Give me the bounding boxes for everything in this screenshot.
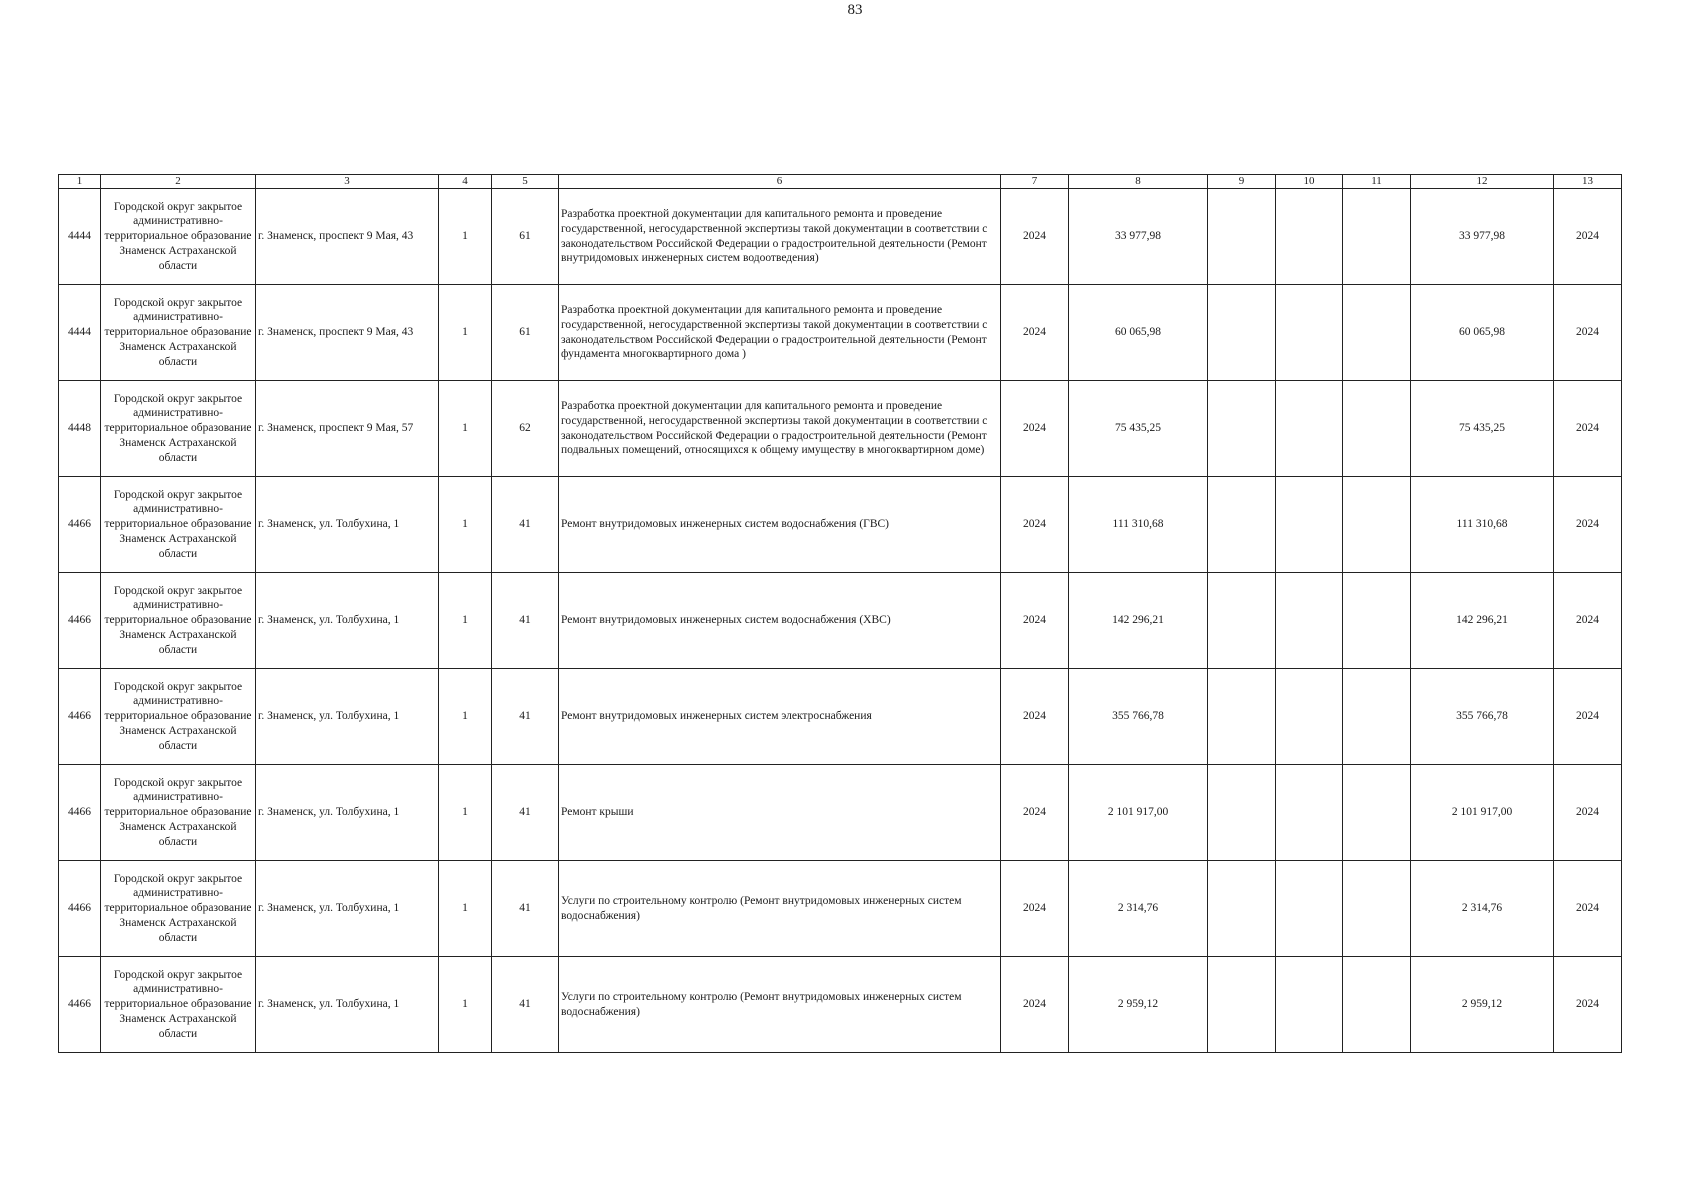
- address-cell: г. Знаменск, ул. Толбухина, 1: [256, 765, 439, 861]
- fund-cost-cell: 111 310,68: [1411, 477, 1554, 573]
- work-type-cell: Услуги по строительному контролю (Ремонт внутридомовых инженерных систем водоснабжения): [559, 861, 1001, 957]
- address-cell: г. Знаменск, ул. Толбухина, 1: [256, 957, 439, 1053]
- year-cell: 2024: [1001, 669, 1069, 765]
- work-type-cell: Разработка проектной документации для капитального ремонта и проведение государственной, негосударственной экспертизы такой документации в соответствии с законодательством Российской Федерации о градостроительной деятельности (Ремонт подвальных помещений, относящихся к общему имуществу в многоквартирном доме): [559, 381, 1001, 477]
- column-9-cell: [1208, 669, 1276, 765]
- table-row: [59, 285, 1622, 381]
- table-row: [59, 381, 1622, 477]
- column-number: 13: [1554, 175, 1622, 189]
- column-11-cell: [1343, 285, 1411, 381]
- column-10-cell: [1276, 477, 1343, 573]
- table-row: [59, 957, 1622, 1053]
- column-10-cell: [1276, 765, 1343, 861]
- table-body: [59, 189, 1622, 1053]
- column-9-cell: [1208, 957, 1276, 1053]
- column-4-cell: 1: [439, 669, 492, 765]
- completion-year-cell: 2024: [1554, 381, 1622, 477]
- column-5-cell: 61: [492, 285, 559, 381]
- column-10-cell: [1276, 861, 1343, 957]
- address-cell: г. Знаменск, ул. Толбухина, 1: [256, 861, 439, 957]
- record-id-cell: 4466: [59, 669, 101, 765]
- municipality-cell: Городской округ закрытое административно-территориальное образование Знаменск Астраханской области: [101, 285, 256, 381]
- total-cost-cell: 2 314,76: [1069, 861, 1208, 957]
- total-cost-cell: 2 101 917,00: [1069, 765, 1208, 861]
- column-11-cell: [1343, 477, 1411, 573]
- municipality-cell: Городской округ закрытое административно-территориальное образование Знаменск Астраханской области: [101, 189, 256, 285]
- table-row: [59, 861, 1622, 957]
- work-type-cell: Ремонт внутридомовых инженерных систем водоснабжения (ГВС): [559, 477, 1001, 573]
- column-5-cell: 41: [492, 573, 559, 669]
- column-11-cell: [1343, 189, 1411, 285]
- page-number: 83: [847, 2, 863, 18]
- column-5-cell: 41: [492, 477, 559, 573]
- year-cell: 2024: [1001, 477, 1069, 573]
- record-id-cell: 4466: [59, 861, 101, 957]
- column-11-cell: [1343, 573, 1411, 669]
- column-number: 1: [59, 175, 101, 189]
- address-cell: г. Знаменск, проспект 9 Мая, 43: [256, 189, 439, 285]
- work-type-cell: Разработка проектной документации для капитального ремонта и проведение государственной, негосударственной экспертизы такой документации в соответствии с законодательством Российской Федерации о градостроительной деятельности (Ремонт фундамента многоквартирного дома ): [559, 285, 1001, 381]
- column-number: 11: [1343, 175, 1411, 189]
- column-5-cell: 41: [492, 957, 559, 1053]
- work-type-cell: Ремонт внутридомовых инженерных систем электроснабжения: [559, 669, 1001, 765]
- column-9-cell: [1208, 861, 1276, 957]
- year-cell: 2024: [1001, 573, 1069, 669]
- year-cell: 2024: [1001, 285, 1069, 381]
- column-9-cell: [1208, 285, 1276, 381]
- column-5-cell: 41: [492, 765, 559, 861]
- total-cost-cell: 2 959,12: [1069, 957, 1208, 1053]
- municipality-cell: Городской округ закрытое административно-территориальное образование Знаменск Астраханской области: [101, 477, 256, 573]
- column-number: 4: [439, 175, 492, 189]
- total-cost-cell: 60 065,98: [1069, 285, 1208, 381]
- column-number: 8: [1069, 175, 1208, 189]
- completion-year-cell: 2024: [1554, 573, 1622, 669]
- column-10-cell: [1276, 669, 1343, 765]
- column-9-cell: [1208, 189, 1276, 285]
- total-cost-cell: 142 296,21: [1069, 573, 1208, 669]
- fund-cost-cell: 2 314,76: [1411, 861, 1554, 957]
- year-cell: 2024: [1001, 957, 1069, 1053]
- record-id-cell: 4466: [59, 573, 101, 669]
- column-4-cell: 1: [439, 573, 492, 669]
- fund-cost-cell: 33 977,98: [1411, 189, 1554, 285]
- column-10-cell: [1276, 285, 1343, 381]
- column-5-cell: 61: [492, 189, 559, 285]
- table-row: [59, 189, 1622, 285]
- fund-cost-cell: 355 766,78: [1411, 669, 1554, 765]
- fund-cost-cell: 2 101 917,00: [1411, 765, 1554, 861]
- completion-year-cell: 2024: [1554, 957, 1622, 1053]
- table-row: [59, 669, 1622, 765]
- municipality-cell: Городской округ закрытое административно-территориальное образование Знаменск Астраханской области: [101, 861, 256, 957]
- column-4-cell: 1: [439, 861, 492, 957]
- column-9-cell: [1208, 381, 1276, 477]
- address-cell: г. Знаменск, ул. Толбухина, 1: [256, 573, 439, 669]
- column-4-cell: 1: [439, 765, 492, 861]
- column-9-cell: [1208, 765, 1276, 861]
- completion-year-cell: 2024: [1554, 765, 1622, 861]
- completion-year-cell: 2024: [1554, 285, 1622, 381]
- column-11-cell: [1343, 861, 1411, 957]
- record-id-cell: 4466: [59, 477, 101, 573]
- column-4-cell: 1: [439, 957, 492, 1053]
- completion-year-cell: 2024: [1554, 669, 1622, 765]
- column-number: 10: [1276, 175, 1343, 189]
- column-9-cell: [1208, 477, 1276, 573]
- record-id-cell: 4466: [59, 957, 101, 1053]
- record-id-cell: 4466: [59, 765, 101, 861]
- record-id-cell: 4444: [59, 189, 101, 285]
- year-cell: 2024: [1001, 189, 1069, 285]
- total-cost-cell: 111 310,68: [1069, 477, 1208, 573]
- address-cell: г. Знаменск, проспект 9 Мая, 43: [256, 285, 439, 381]
- column-11-cell: [1343, 381, 1411, 477]
- column-11-cell: [1343, 765, 1411, 861]
- municipality-cell: Городской округ закрытое административно-территориальное образование Знаменск Астраханской области: [101, 573, 256, 669]
- column-10-cell: [1276, 573, 1343, 669]
- column-4-cell: 1: [439, 189, 492, 285]
- completion-year-cell: 2024: [1554, 189, 1622, 285]
- work-type-cell: Ремонт крыши: [559, 765, 1001, 861]
- column-number-row: [59, 175, 1622, 189]
- column-number: 2: [101, 175, 256, 189]
- fund-cost-cell: 60 065,98: [1411, 285, 1554, 381]
- municipality-cell: Городской округ закрытое административно-территориальное образование Знаменск Астраханской области: [101, 669, 256, 765]
- column-4-cell: 1: [439, 381, 492, 477]
- column-11-cell: [1343, 669, 1411, 765]
- table-row: [59, 765, 1622, 861]
- capital-repair-table: [58, 174, 1622, 1053]
- address-cell: г. Знаменск, ул. Толбухина, 1: [256, 669, 439, 765]
- address-cell: г. Знаменск, проспект 9 Мая, 57: [256, 381, 439, 477]
- record-id-cell: 4444: [59, 285, 101, 381]
- fund-cost-cell: 2 959,12: [1411, 957, 1554, 1053]
- total-cost-cell: 75 435,25: [1069, 381, 1208, 477]
- table-row: [59, 573, 1622, 669]
- column-11-cell: [1343, 957, 1411, 1053]
- column-5-cell: 41: [492, 861, 559, 957]
- completion-year-cell: 2024: [1554, 477, 1622, 573]
- column-number: 9: [1208, 175, 1276, 189]
- year-cell: 2024: [1001, 861, 1069, 957]
- column-10-cell: [1276, 189, 1343, 285]
- column-10-cell: [1276, 957, 1343, 1053]
- municipality-cell: Городской округ закрытое административно-территориальное образование Знаменск Астраханской области: [101, 765, 256, 861]
- completion-year-cell: 2024: [1554, 861, 1622, 957]
- work-type-cell: Услуги по строительному контролю (Ремонт внутридомовых инженерных систем водоснабжения): [559, 957, 1001, 1053]
- municipality-cell: Городской округ закрытое административно-территориальное образование Знаменск Астраханской области: [101, 381, 256, 477]
- column-10-cell: [1276, 381, 1343, 477]
- total-cost-cell: 355 766,78: [1069, 669, 1208, 765]
- column-5-cell: 41: [492, 669, 559, 765]
- column-4-cell: 1: [439, 285, 492, 381]
- work-type-cell: Ремонт внутридомовых инженерных систем водоснабжения (ХВС): [559, 573, 1001, 669]
- address-cell: г. Знаменск, ул. Толбухина, 1: [256, 477, 439, 573]
- year-cell: 2024: [1001, 381, 1069, 477]
- record-id-cell: 4448: [59, 381, 101, 477]
- work-type-cell: Разработка проектной документации для капитального ремонта и проведение государственной, негосударственной экспертизы такой документации в соответствии с законодательством Российской Федерации о градостроительной деятельности (Ремонт внутридомовых инженерных систем водоотведения): [559, 189, 1001, 285]
- year-cell: 2024: [1001, 765, 1069, 861]
- fund-cost-cell: 142 296,21: [1411, 573, 1554, 669]
- column-number: 3: [256, 175, 439, 189]
- fund-cost-cell: 75 435,25: [1411, 381, 1554, 477]
- column-number: 5: [492, 175, 559, 189]
- total-cost-cell: 33 977,98: [1069, 189, 1208, 285]
- column-5-cell: 62: [492, 381, 559, 477]
- column-number: 12: [1411, 175, 1554, 189]
- municipality-cell: Городской округ закрытое административно-территориальное образование Знаменск Астраханской области: [101, 957, 256, 1053]
- column-number: 7: [1001, 175, 1069, 189]
- table-row: [59, 477, 1622, 573]
- column-9-cell: [1208, 573, 1276, 669]
- column-number: 6: [559, 175, 1001, 189]
- column-4-cell: 1: [439, 477, 492, 573]
